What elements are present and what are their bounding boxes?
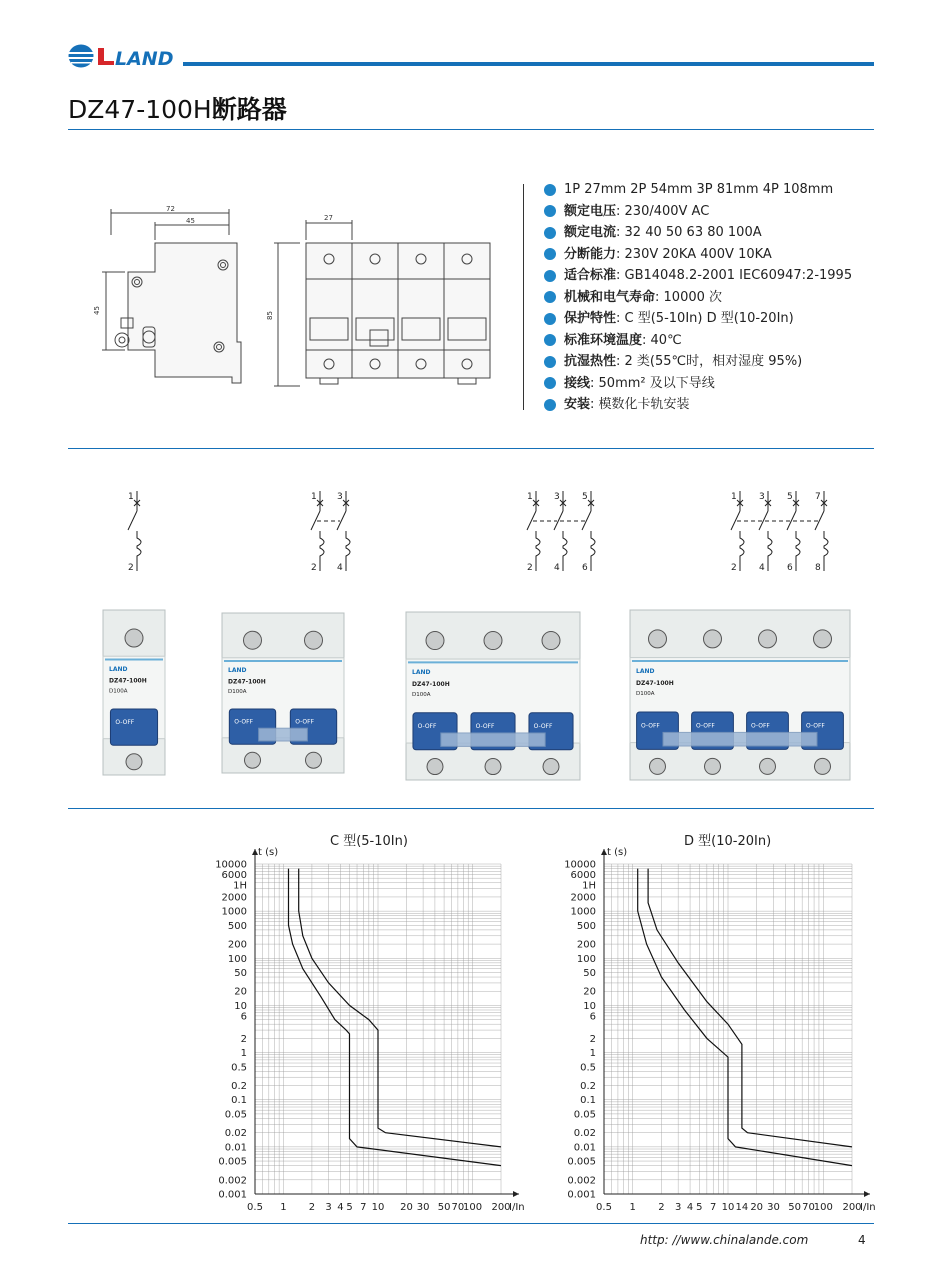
dim-72: 72 [166, 205, 175, 213]
toggle-lever [110, 709, 157, 745]
wiring-symbol-2 [311, 491, 350, 571]
dim-27: 27 [324, 214, 333, 222]
pole-trip-coil [796, 531, 800, 571]
y-tick-label: 0.05 [224, 1109, 247, 1121]
switch-label: O-OFF [475, 722, 495, 730]
spec-item: 抗湿热性 : 2 类(55℃时，相对湿度 95%) [544, 351, 852, 373]
terminal-label: 4 [337, 563, 343, 573]
y-tick-label: 0.02 [573, 1128, 596, 1140]
x-tick-label: 1 [629, 1202, 636, 1213]
product-photos [0, 600, 940, 785]
y-tick-label: 1 [240, 1048, 247, 1060]
terminal-screw-icon [705, 758, 721, 774]
switch-label: O-OFF [751, 722, 770, 730]
terminal-label: 1 [311, 492, 317, 502]
pole-trip-coil [346, 531, 350, 571]
label-rating: D100A [412, 692, 431, 698]
y-tick-label: 0.2 [580, 1081, 596, 1093]
y-tick-label: 0.01 [573, 1142, 596, 1154]
spec-item: 1P 27mm 2P 54mm 3P 81mm 4P 108mm [544, 179, 852, 201]
title-divider [68, 129, 874, 130]
front-view-drawing [274, 220, 490, 386]
terminal-screw-icon [126, 754, 142, 770]
y-tick-label: 0.002 [218, 1175, 247, 1187]
header-logo-bar [68, 44, 874, 68]
y-tick-label: 2 [589, 1033, 596, 1045]
x-tick-label: 20 [750, 1202, 764, 1213]
section-divider-1 [68, 448, 874, 449]
terminal-label: 6 [582, 563, 588, 573]
label-model: DZ47-100H [412, 680, 450, 688]
terminal-screw-icon [426, 632, 444, 650]
x-tick-label: 3 [674, 1202, 682, 1213]
y-tick-label: 2 [240, 1033, 247, 1045]
x-tick-label: 200 [491, 1202, 511, 1213]
terminal-screw-icon [704, 630, 722, 648]
pole-trip-coil [536, 531, 540, 571]
switch-label: O-OFF [696, 722, 715, 730]
x-tick-label: 5 [346, 1202, 353, 1213]
terminal-label: 3 [554, 492, 560, 502]
x-tick-label: 30 [416, 1202, 430, 1213]
y-tick-label: 2000 [570, 892, 596, 904]
y-tick-label: 10 [583, 1000, 596, 1012]
terminal-screw-icon [125, 629, 143, 647]
trip-curve-charts [0, 840, 940, 1220]
x-axis-arrow-icon [864, 1191, 870, 1197]
switch-label: O-OFF [295, 718, 315, 726]
y-tick-label: 100 [576, 953, 596, 965]
x-tick-label: 1 [280, 1202, 287, 1213]
x-tick-label: 70 [802, 1202, 815, 1213]
x-tick-label: 14 [735, 1202, 749, 1213]
x-tick-label: 7 [360, 1202, 367, 1213]
terminal-label: 1 [527, 492, 533, 502]
terminal-screw-icon [760, 758, 776, 774]
pole-trip-coil [824, 531, 828, 571]
x-tick-label: 7 [710, 1202, 717, 1213]
dim-45-height: 45 [93, 306, 101, 315]
pole-trip-coil [320, 531, 324, 571]
x-tick-label: 20 [400, 1202, 413, 1213]
y-tick-label: 1H [582, 880, 596, 892]
label-rating: D100A [636, 691, 655, 697]
terminal-screw-icon [427, 759, 443, 775]
bullet-dot-icon [544, 270, 556, 282]
spec-item: 分断能力 : 230V 20KA 400V 10KA [544, 244, 852, 266]
y-tick-label: 20 [234, 986, 247, 998]
page-number: 4 [858, 1233, 866, 1247]
y-tick-label: 1000 [221, 906, 247, 918]
x-tick-label: 2 [658, 1202, 665, 1213]
wiring-symbol-1 [128, 491, 141, 571]
globe-icon [69, 45, 94, 68]
label-brand: LAND [228, 667, 247, 675]
y-tick-label: 0.1 [231, 1095, 247, 1107]
y-tick-label: 0.5 [580, 1062, 596, 1074]
y-tick-label: 0.1 [580, 1095, 596, 1107]
land-logo [68, 44, 183, 68]
x-tick-label: 70 [451, 1202, 465, 1213]
x-tick-label: 4 [686, 1202, 694, 1213]
y-tick-label: 6000 [570, 869, 596, 881]
x-tick-label: 10 [371, 1202, 385, 1213]
terminal-screw-icon [305, 631, 323, 649]
x-axis-label: I/In [860, 1202, 876, 1213]
pole-trip-coil [137, 531, 141, 571]
x-axis-label: I/In [509, 1202, 525, 1213]
terminal-label: 2 [527, 563, 533, 573]
terminal-label: 7 [815, 492, 821, 502]
wiring-symbol-4 [731, 491, 828, 571]
terminal-label: 1 [731, 492, 737, 502]
x-tick-label: 3 [325, 1202, 332, 1213]
terminal-screw-icon [485, 759, 501, 775]
y-tick-label: 6 [240, 1011, 247, 1023]
terminal-label: 4 [759, 563, 765, 573]
y-tick-label: 10000 [564, 859, 596, 871]
logo-text: LAND [115, 48, 174, 70]
spec-list [544, 179, 852, 416]
switch-label: O-OFF [533, 722, 553, 730]
chart-c-title: C 型(5-10In) [330, 834, 408, 849]
y-tick-label: 0.001 [567, 1189, 596, 1201]
terminal-screw-icon [484, 632, 502, 650]
y-tick-label: 0.5 [231, 1062, 247, 1074]
y-tick-label: 0.005 [218, 1156, 247, 1168]
switch-label: O-OFF [641, 722, 660, 730]
y-tick-label: 10000 [215, 859, 247, 871]
y-tick-label: 0.02 [224, 1128, 247, 1140]
bullet-dot-icon [544, 356, 556, 368]
handle-tie-bar [259, 728, 308, 741]
side-view-drawing [102, 209, 241, 383]
product-photo-3p [406, 612, 580, 780]
y-tick-label: 2000 [221, 892, 247, 904]
y-tick-label: 0.005 [567, 1156, 596, 1168]
bullet-dot-icon [544, 377, 556, 389]
switch-label: O-OFF [417, 722, 437, 730]
product-photo-4p [630, 610, 850, 780]
spec-item: 机械和电气寿命 : 10000 次 [544, 287, 852, 309]
terminal-screw-icon [649, 630, 667, 648]
terminal-label: 2 [128, 563, 134, 573]
spec-item: 保护特性 : C 型(5-10In) D 型(10-20In) [544, 308, 852, 330]
chart-grid [604, 864, 852, 1194]
y-axis-label: t (s) [258, 847, 279, 858]
label-brand: LAND [412, 669, 431, 677]
pole-trip-coil [740, 531, 744, 571]
x-tick-label: 100 [813, 1202, 833, 1213]
bullet-dot-icon [544, 334, 556, 346]
dimension-drawings [95, 200, 495, 400]
bullet-dot-icon [544, 184, 556, 196]
spec-item: 接线 : 50mm² 及以下导线 [544, 373, 852, 395]
label-model: DZ47-100H [636, 679, 674, 687]
y-tick-label: 100 [227, 953, 247, 965]
terminal-label: 5 [582, 492, 588, 502]
bullet-dot-icon [544, 248, 556, 260]
pole-trip-coil [768, 531, 772, 571]
spec-item: 额定电压 : 230/400V AC [544, 201, 852, 223]
y-tick-label: 0.002 [567, 1175, 596, 1187]
y-tick-label: 1 [589, 1048, 596, 1060]
title-name: 断路器 [211, 95, 287, 124]
y-tick-label: 0.01 [224, 1142, 247, 1154]
y-tick-label: 6 [589, 1011, 596, 1023]
x-axis-arrow-icon [513, 1191, 519, 1197]
x-tick-label: 50 [437, 1202, 451, 1213]
chart-0 [215, 847, 524, 1213]
y-tick-label: 50 [583, 967, 596, 979]
handle-tie-bar [441, 733, 545, 746]
label-brand: LAND [636, 667, 655, 675]
header-rule [183, 62, 874, 66]
dim-85: 85 [266, 311, 274, 320]
logo-l-mark [98, 48, 114, 65]
x-tick-label: 4 [337, 1202, 344, 1213]
pole-trip-coil [563, 531, 567, 571]
y-tick-label: 200 [227, 939, 247, 951]
y-tick-label: 6000 [221, 869, 247, 881]
y-tick-label: 1H [233, 880, 247, 892]
terminal-label: 3 [759, 492, 765, 502]
bullet-dot-icon [544, 399, 556, 411]
y-tick-label: 0.001 [218, 1189, 247, 1201]
y-tick-label: 50 [234, 967, 247, 979]
terminal-label: 2 [311, 563, 317, 573]
terminal-label: 6 [787, 563, 793, 573]
x-tick-label: 10 [721, 1202, 735, 1213]
switch-label: O-OFF [234, 718, 254, 726]
spec-divider [523, 184, 524, 410]
dim-45-width: 45 [186, 217, 195, 225]
footer-url[interactable]: http: //www.chinalande.com [640, 1233, 809, 1247]
x-tick-label: 0.5 [596, 1202, 612, 1213]
title-model: DZ47-100H [68, 95, 212, 124]
label-model: DZ47-100H [228, 678, 266, 686]
chart-1 [564, 847, 875, 1213]
y-tick-label: 20 [583, 986, 596, 998]
y-tick-label: 10 [234, 1000, 247, 1012]
y-tick-label: 500 [576, 920, 596, 932]
y-tick-label: 500 [227, 920, 247, 932]
wiring-symbol-3 [527, 491, 595, 571]
label-brand: LAND [109, 666, 128, 674]
terminal-label: 4 [554, 563, 560, 573]
pole-contact [128, 511, 137, 530]
terminal-label: 8 [815, 563, 821, 573]
terminal-screw-icon [306, 752, 322, 768]
x-tick-label: 0.5 [247, 1202, 263, 1213]
bullet-dot-icon [544, 227, 556, 239]
x-tick-label: 100 [462, 1202, 483, 1213]
bullet-dot-icon [544, 313, 556, 325]
y-tick-label: 200 [576, 939, 596, 951]
bullet-dot-icon [544, 291, 556, 303]
terminal-screw-icon [245, 752, 261, 768]
switch-label: O-OFF [115, 718, 135, 726]
y-tick-label: 1000 [570, 906, 596, 918]
x-tick-label: 50 [788, 1202, 801, 1213]
y-tick-label: 0.2 [231, 1081, 247, 1093]
terminal-screw-icon [244, 631, 262, 649]
chart-grid [255, 864, 501, 1194]
terminal-screw-icon [815, 758, 831, 774]
terminal-label: 3 [337, 492, 343, 502]
product-photo-1p [103, 610, 165, 775]
x-tick-label: 2 [308, 1202, 316, 1213]
spec-item: 适合标准 : GB14048.2-2001 IEC60947:2-1995 [544, 265, 852, 287]
section-divider-2 [68, 808, 874, 809]
spec-item: 额定电流 : 32 40 50 63 80 100A [544, 222, 852, 244]
spec-item: 标准环境温度 : 40℃ [544, 330, 852, 352]
label-rating: D100A [109, 688, 128, 695]
terminal-screw-icon [759, 630, 777, 648]
bullet-dot-icon [544, 205, 556, 217]
terminal-screw-icon [814, 630, 832, 648]
product-photo-2p [222, 613, 344, 773]
terminal-screw-icon [542, 632, 560, 650]
x-tick-label: 30 [767, 1202, 780, 1213]
pole-trip-coil [591, 531, 595, 571]
terminal-label: 1 [128, 492, 134, 502]
chart-d-title: D 型(10-20In) [684, 834, 772, 849]
label-model: DZ47-100H [109, 677, 147, 685]
page-title [68, 90, 287, 126]
y-tick-label: 0.05 [573, 1109, 596, 1121]
spec-item: 安装 : 模数化卡轨安装 [544, 394, 852, 416]
footer-rule [68, 1223, 874, 1224]
terminal-label: 5 [787, 492, 793, 502]
switch-label: O-OFF [806, 722, 825, 730]
terminal-screw-icon [543, 759, 559, 775]
terminal-screw-icon [650, 758, 666, 774]
x-tick-label: 5 [696, 1202, 703, 1213]
wiring-diagrams [0, 480, 940, 580]
handle-tie-bar [663, 732, 817, 746]
label-rating: D100A [228, 689, 247, 695]
terminal-label: 2 [731, 563, 737, 573]
y-axis-label: t (s) [607, 847, 628, 858]
x-tick-label: 200 [842, 1202, 862, 1213]
